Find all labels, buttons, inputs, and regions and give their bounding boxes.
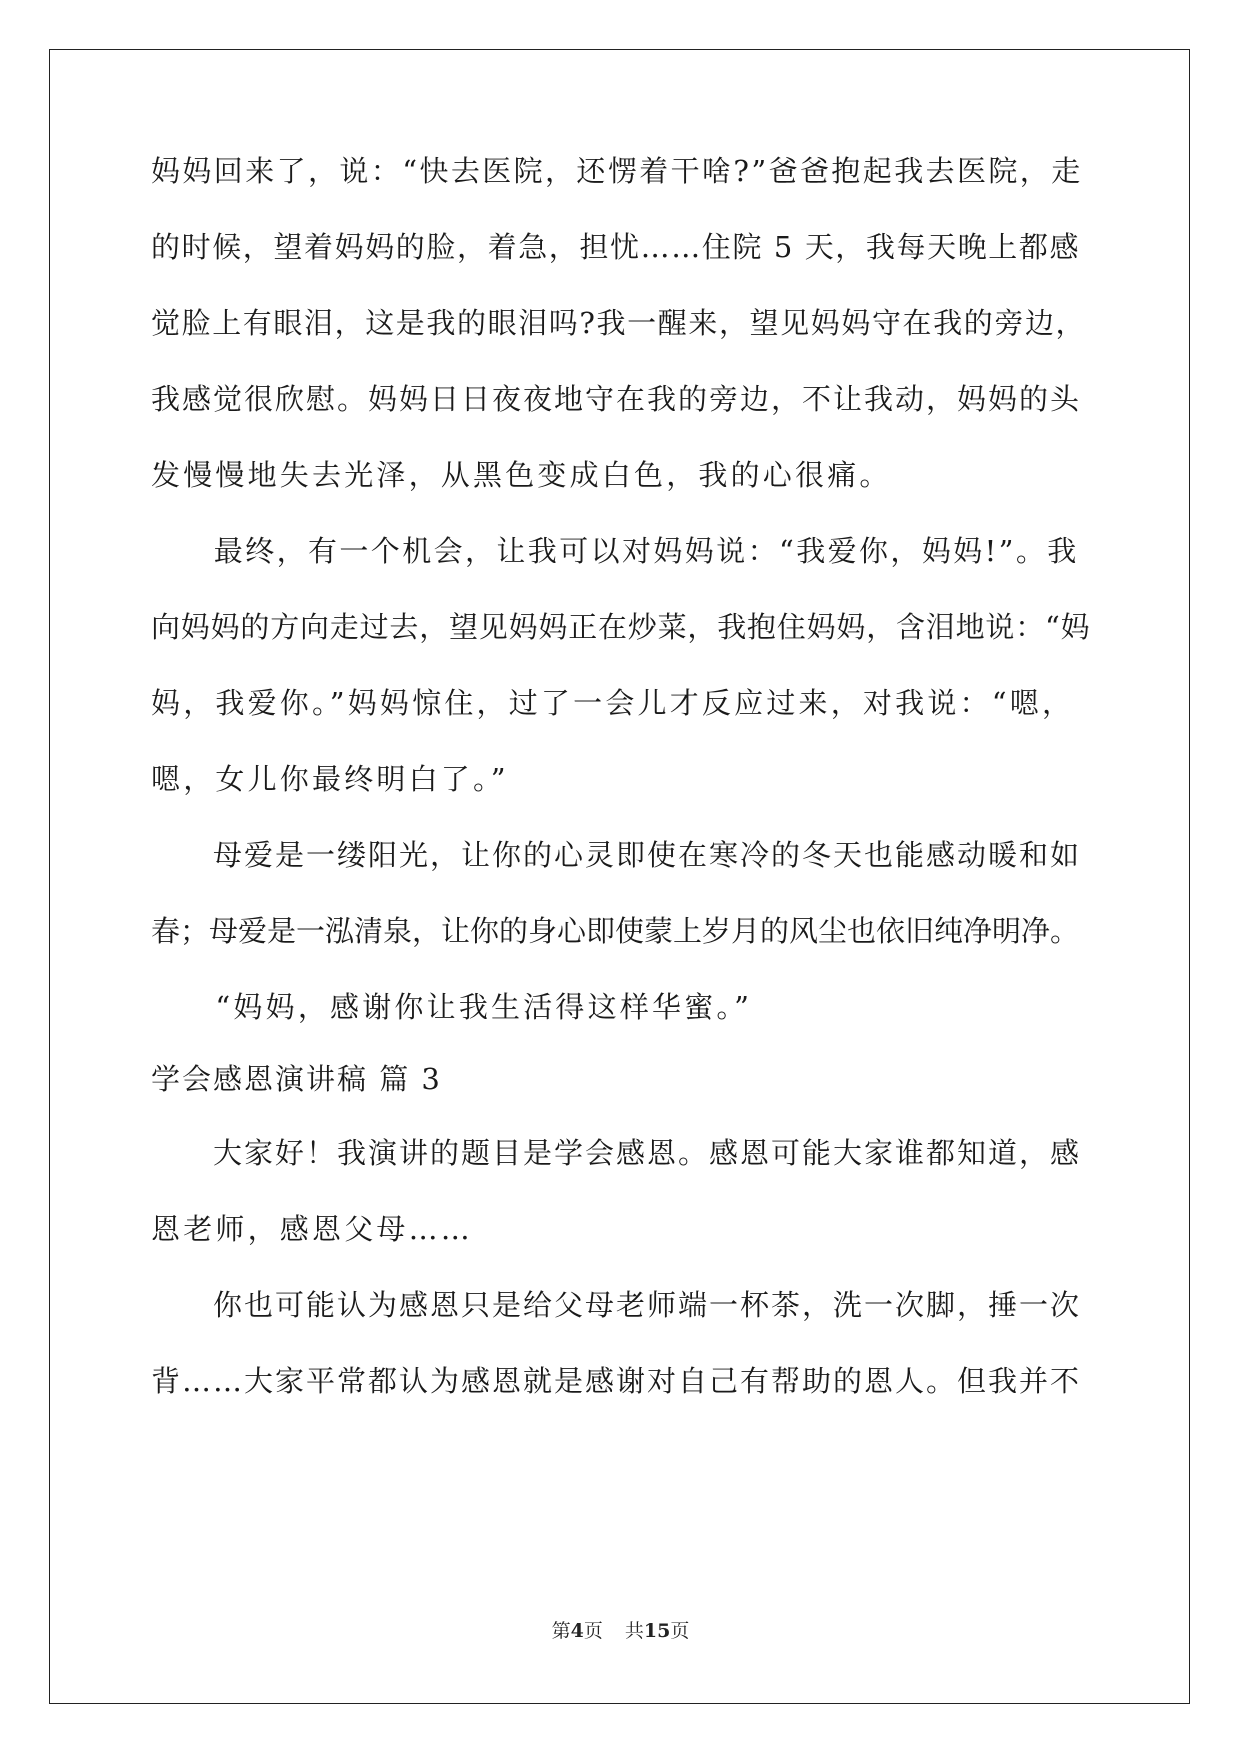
body-line: 我感觉很欣慰。妈妈日日夜夜地守在我的旁边，不让我动，妈妈的头 — [151, 382, 1082, 416]
total-pages: 15 — [643, 1620, 671, 1642]
body-line: 恩老师，感恩父母…… — [151, 1212, 474, 1246]
body-line: 嗯，女儿你最终明白了。” — [151, 762, 509, 796]
body-line: 你也可能认为感恩只是给父母老师端一杯茶，洗一次脚，捶一次 — [151, 1288, 1082, 1322]
page-border — [49, 49, 1190, 1704]
body-line: 向妈妈的方向走过去，望见妈妈正在炒菜，我抱住妈妈，含泪地说：“妈 — [151, 610, 1091, 644]
footer-total-prefix: 共 — [624, 1620, 644, 1642]
body-line: 春；母爱是一泓清泉，让你的身心即使蒙上岁月的风尘也依旧纯净明净。 — [151, 914, 1080, 948]
page-footer — [0, 1619, 1241, 1643]
footer-prefix: 第 — [551, 1620, 571, 1642]
footer-total-suffix: 页 — [670, 1620, 690, 1642]
body-line: 发慢慢地失去光泽，从黑色变成白色，我的心很痛。 — [151, 458, 892, 492]
body-line: 觉脸上有眼泪，这是我的眼泪吗?我一醒来，望见妈妈守在我的旁边， — [151, 306, 1087, 340]
body-line: 母爱是一缕阳光，让你的心灵即使在寒冷的冬天也能感动暖和如 — [151, 838, 1082, 872]
body-line: 妈妈回来了，说：“快去医院，还愣着干啥?”爸爸抱起我去医院，走 — [151, 154, 1083, 188]
body-line: 背……大家平常都认为感恩就是感谢对自己有帮助的恩人。但我并不 — [151, 1364, 1082, 1398]
footer-page-suffix: 页 — [583, 1620, 603, 1642]
body-line: 最终，有一个机会，让我可以对妈妈说：“我爱你，妈妈!”。我 — [151, 534, 1079, 568]
body-line: 大家好！我演讲的题目是学会感恩。感恩可能大家谁都知道，感 — [151, 1136, 1082, 1170]
body-line: 妈，我爱你。”妈妈惊住，过了一会儿才反应过来，对我说：“嗯， — [151, 686, 1075, 720]
body-line: “妈妈，感谢你让我生活得这样华蜜。” — [151, 990, 753, 1024]
body-line: 的时候，望着妈妈的脸，着急，担忧……住院 5 天，我每天晚上都感 — [151, 230, 1081, 264]
page-number: 4 — [570, 1620, 584, 1642]
section-heading: 学会感恩演讲稿 篇 3 — [151, 1062, 442, 1096]
